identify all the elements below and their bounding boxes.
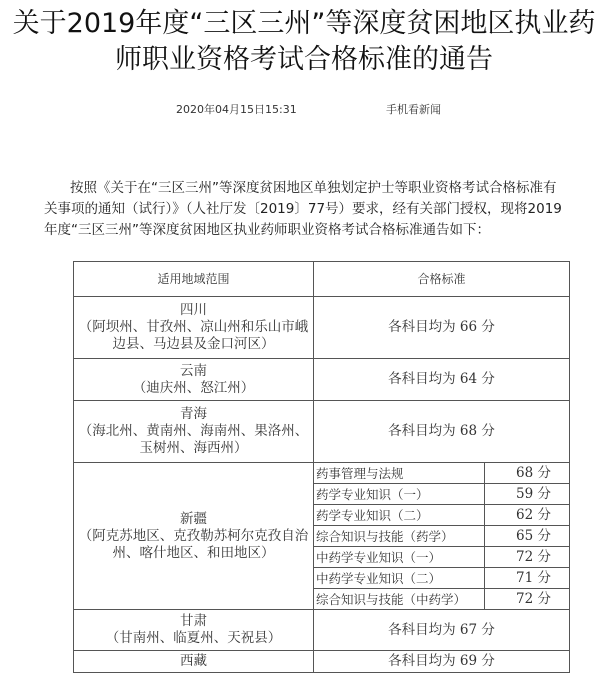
- subject-name: 药学专业知识（二）: [314, 505, 485, 526]
- standard-cell: 各科目均为 67 分: [314, 610, 570, 651]
- subject-score: 59 分: [485, 484, 570, 505]
- region-cell: 四川 （阿坝州、甘孜州、凉山州和乐山市峨边县、马边县及金口河区）: [74, 297, 314, 359]
- table-row: [74, 463, 570, 484]
- subject-score: 62 分: [485, 505, 570, 526]
- table-header: [74, 262, 570, 297]
- title-line-2: 师职业资格考试合格标准的通告: [115, 44, 493, 75]
- subject-name: 药事管理与法规: [314, 463, 485, 484]
- subject-score: 72 分: [485, 589, 570, 610]
- subject-score: 65 分: [485, 526, 570, 547]
- table-row: [74, 359, 570, 401]
- standard-cell: 各科目均为 68 分: [314, 401, 570, 463]
- header-standard: 合格标准: [314, 262, 570, 297]
- subject-name: 中药学专业知识（二）: [314, 568, 485, 589]
- subject-name: 中药学专业知识（一）: [314, 547, 485, 568]
- region-cell: 甘肃 （甘南州、临夏州、天祝县）: [74, 610, 314, 651]
- standard-cell: 各科目均为 64 分: [314, 359, 570, 401]
- subject-name: 药学专业知识（一）: [314, 484, 485, 505]
- title-line-1: 关于2019年度“三区三州”等深度贫困地区执业药: [12, 8, 596, 39]
- subject-score: 72 分: [485, 547, 570, 568]
- article-paragraph: 按照《关于在“三区三州”等深度贫困地区单独划定护士等职业资格考试合格标准有关事项的通知（试行）》（人社厅发〔2019〕77号）要求，经有关部门授权，现将2019年度“三区三州”等深度贫困地区执业药师职业资格考试合格标准通告如下：: [44, 180, 562, 238]
- region-cell: 西藏: [74, 651, 314, 673]
- publish-date: 2020年04月15日15:31: [176, 103, 297, 116]
- subject-name: 综合知识与技能（药学）: [314, 526, 485, 547]
- table-row: [74, 651, 570, 673]
- standard-cell: 各科目均为 69 分: [314, 651, 570, 673]
- mobile-news-link[interactable]: 手机看新闻: [386, 103, 441, 116]
- table-row: [74, 297, 570, 359]
- standards-table: [73, 261, 570, 673]
- standard-cell: 各科目均为 66 分: [314, 297, 570, 359]
- subject-name: 综合知识与技能（中药学）: [314, 589, 485, 610]
- region-cell: 青海 （海北州、黄南州、海南州、果洛州、玉树州、海西州）: [74, 401, 314, 463]
- region-cell: 新疆 （阿克苏地区、克孜勒苏柯尔克孜自治州、喀什地区、和田地区）: [74, 463, 314, 610]
- region-cell: 云南 （迪庆州、怒江州）: [74, 359, 314, 401]
- table-row: [74, 401, 570, 463]
- subject-score: 71 分: [485, 568, 570, 589]
- header-region: 适用地域范围: [74, 262, 314, 297]
- page-title: [0, 6, 608, 78]
- subject-score: 68 分: [485, 463, 570, 484]
- table-row: [74, 610, 570, 651]
